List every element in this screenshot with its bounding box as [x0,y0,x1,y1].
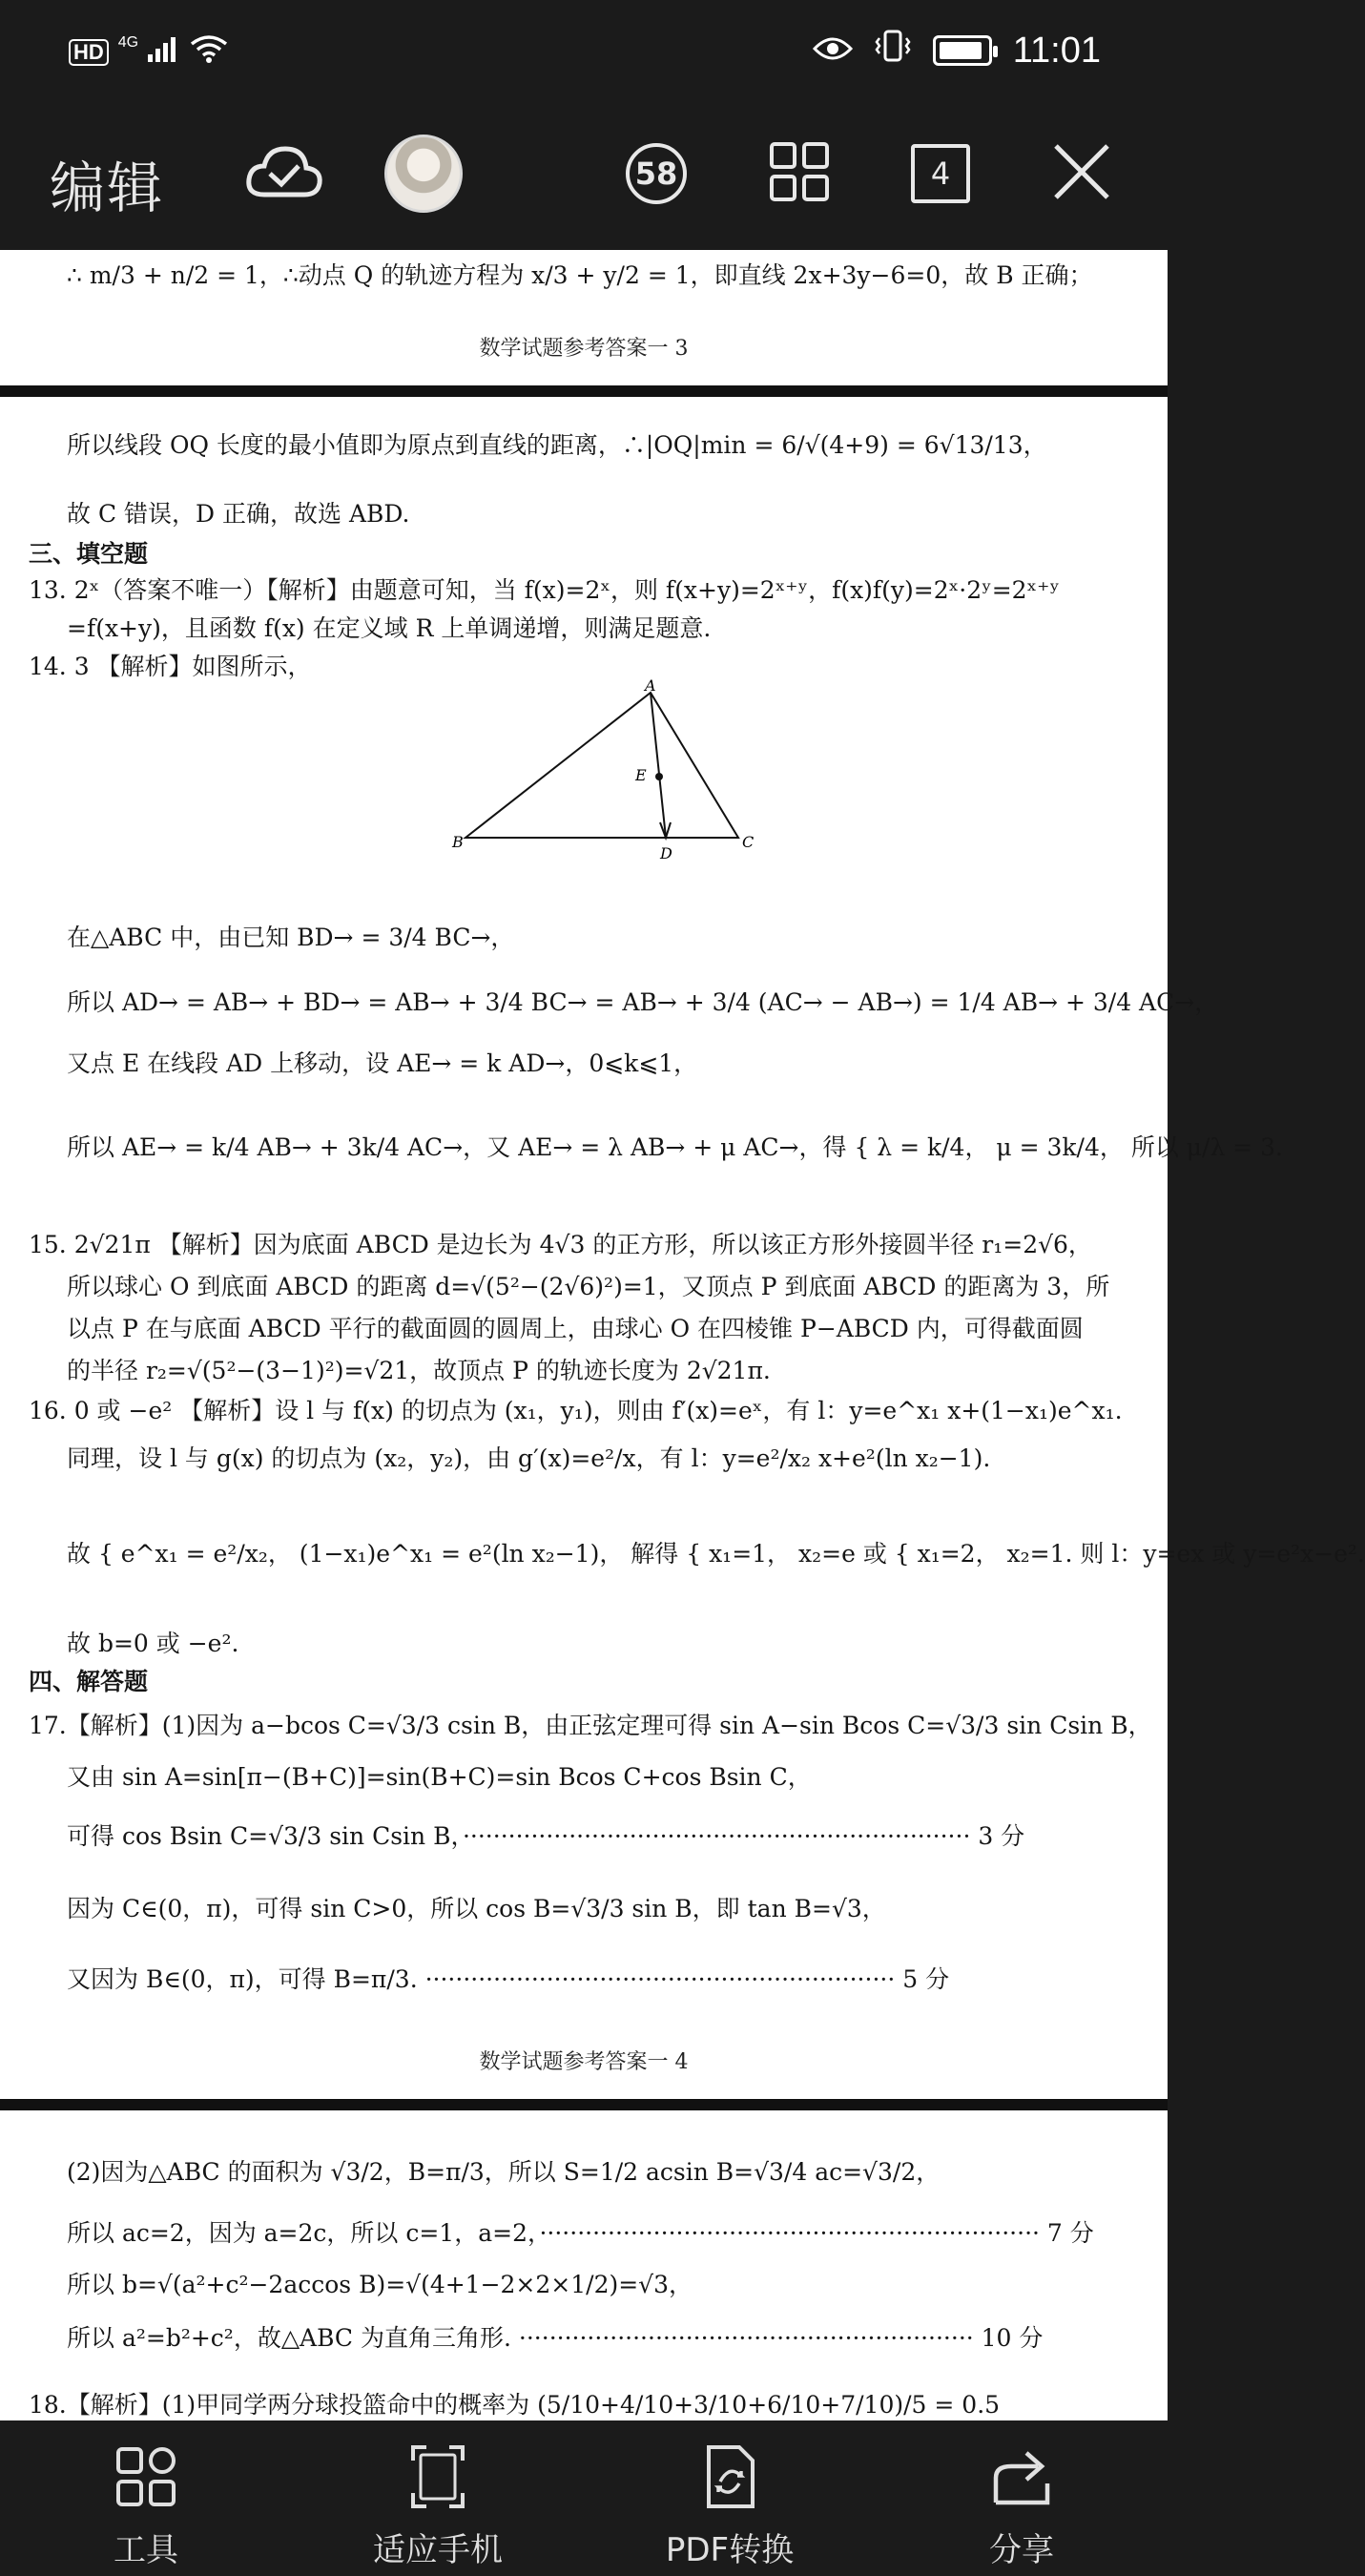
text-line: 所以 a²=b²+c²，故△ABC 为直角三角形. ···························································· 10 分 [67,2324,1044,2352]
share-icon [988,2443,1055,2510]
vertex-label-c: C [742,833,755,851]
pdf-convert-icon [696,2443,763,2510]
text-line: 因为 C∈(0，π)，可得 sin C>0，所以 cos B=√3/3 sin B，即 tan B=√3， [67,1895,886,1922]
text-line: 所以 b=√(a²+c²−2accos B)=√(4+1−2×2×1/2)=√3， [67,2271,693,2298]
share-label: 分享 [989,2531,1054,2569]
count-badge: 58 [626,143,687,204]
tools-icon [113,2443,179,2510]
vibrate-icon [874,29,912,73]
text-line: 所以球心 O 到底面 ABCD 的距离 d=√(5²−(2√6)²)=1，又顶点 P 到底面 ABCD 的距离为 3，所 [67,1273,1110,1300]
text-line: 14. 3 【解析】如图所示， [29,653,312,680]
grid-icon [769,141,830,206]
text-line: 又点 E 在线段 AD 上移动，设 AE→ = k AD→，0⩽k⩽1， [67,1049,698,1077]
text-line: 同理，设 l 与 g(x) 的切点为 (x₂，y₂)，由 g′(x)=e²/x，有 l：y=e²/x₂ x+e²(ln x₂−1). [67,1444,991,1472]
close-icon [1052,142,1111,205]
hd-indicator: HD [69,39,109,66]
status-right [813,29,1101,73]
status-bar [0,0,1168,95]
text-line: 又因为 B∈(0，π)，可得 B=π/3. ······························································ 5 分 [67,1965,950,1993]
fit-screen-icon [404,2443,471,2510]
page-count: 4 [911,144,970,203]
text-line: =f(x+y)，且函数 f(x) 在定义域 R 上单调递增，则满足题意. [67,614,712,642]
page-separator [0,2099,1168,2110]
tools-button[interactable] [0,2420,292,2576]
text-line: 故 b=0 或 −e². [67,1630,239,1657]
text-line: 17.【解析】(1)因为 a−bcos C=√3/3 csin B，由正弦定理可得 sin A−sin Bcos C=√3/3 sin Csin B， [29,1712,1152,1739]
text-line: 可得 cos Bsin C=√3/3 sin Csin B，··································································· 3 分 [67,1822,1025,1850]
text-line: 故 { e^x₁ = e²/x₂， (1−x₁)e^x₁ = e²(ln x₂−1)， 解得 { x₁=1， x₂=e 或 { x₁=2， x₂=1. 则 l：y=ex 或 y=e²x−e². [67,1540,1365,1568]
text-line: 18.【解析】(1)甲同学两分球投篮命中的概率为 (5/10+4/10+3/10+6/10+7/10)/5 = 0.5 [29,2391,1001,2419]
text-line: 故 C 错误，D 正确，故选 ABD. [67,500,410,528]
text-line: (2)因为△ABC 的面积为 √3/2，B=π/3，所以 S=1/2 acsin B=√3/4 ac=√3/2， [67,2158,941,2186]
vertex-label-a: A [645,676,656,695]
document-viewer[interactable] [0,250,1365,2420]
page-footer: 数学试题参考答案一 3 [479,337,689,361]
cloud-sync-button[interactable] [244,134,324,214]
cloud-check-icon [245,143,323,204]
signal-icon [148,35,180,69]
wifi-icon [190,34,228,70]
avatar [384,135,463,213]
fit-screen-label: 适应手机 [373,2531,503,2569]
status-left [69,34,228,70]
point-label-e: E [635,766,647,784]
page-indicator-button[interactable] [900,134,981,214]
vertex-label-b: B [452,833,464,851]
eye-icon [813,31,853,72]
tools-label: 工具 [114,2531,178,2569]
text-line: 13. 2ˣ（答案不唯一）【解析】由题意可知，当 f(x)=2ˣ，则 f(x+y)=2ˣ⁺ʸ，f(x)f(y)=2ˣ·2ʸ=2ˣ⁺ʸ [29,576,1060,604]
grid-view-button[interactable] [759,134,839,214]
text-line: 所以线段 OQ 长度的最小值即为原点到直线的距离，∴|OQ|min = 6/√(4+9) = 6√13/13， [67,431,1047,459]
clock: 11:01 [1012,30,1101,71]
fit-screen-button[interactable] [292,2420,584,2576]
page-separator [0,385,1168,397]
edit-button[interactable]: 编辑 [50,156,165,220]
battery-icon [933,35,992,66]
text-line: 以点 P 在与底面 ABCD 平行的截面圆的圆周上，由球心 O 在四棱锥 P−ABCD 内，可得截面圆 [67,1315,1084,1342]
text-line: 所以 ac=2，因为 a=2c，所以 c=1，a=2，·································································· 7 分 [67,2219,1094,2247]
text-line: 所以 AE→ = k/4 AB→ + 3k/4 AC→，又 AE→ = λ AB→ + μ AC→，得 { λ = k/4， μ = 3k/4， 所以 μ/λ = 3. [67,1133,1283,1161]
notification-badge-button[interactable] [616,134,696,214]
user-avatar-button[interactable] [383,134,464,214]
point-label-d: D [660,844,672,862]
text-line: 所以 AD→ = AB→ + BD→ = AB→ + 3/4 BC→ = AB→ + 3/4 (AC→ − AB→) = 1/4 AB→ + 3/4 AC→， [67,988,1219,1016]
page-footer: 数学试题参考答案一 4 [479,2050,689,2074]
section-heading: 三、填空题 [29,540,149,568]
triangle-figure [448,676,773,893]
pdf-convert-button[interactable] [584,2420,876,2576]
bottom-toolbar [0,2420,1168,2576]
network-type: 4G [117,33,139,51]
pdf-convert-label: PDF转换 [665,2531,795,2569]
reader-toolbar [0,95,1168,250]
text-line: 又由 sin A=sin[π−(B+C)]=sin(B+C)=sin Bcos C+cos Bsin C， [67,1763,812,1791]
text-line: 在△ABC 中，由已知 BD→ = 3/4 BC→， [67,924,515,951]
text-line: ∴ m/3 + n/2 = 1，∴动点 Q 的轨迹方程为 x/3 + y/2 = 1，即直线 2x+3y−6=0，故 B 正确； [67,261,1093,289]
section-heading: 四、解答题 [29,1668,149,1695]
share-button[interactable] [876,2420,1168,2576]
text-line: 的半径 r₂=√(5²−(3−1)²)=√21，故顶点 P 的轨迹长度为 2√21π. [67,1357,771,1384]
close-button[interactable] [1042,134,1122,214]
text-line: 16. 0 或 −e² 【解析】设 l 与 f(x) 的切点为 (x₁，y₁)，则由 f′(x)=eˣ，有 l：y=e^x₁ x+(1−x₁)e^x₁. [29,1397,1123,1424]
text-line: 15. 2√21π 【解析】因为底面 ABCD 是边长为 4√3 的正方形，所以该正方形外接圆半径 r₁=2√6， [29,1231,1092,1258]
